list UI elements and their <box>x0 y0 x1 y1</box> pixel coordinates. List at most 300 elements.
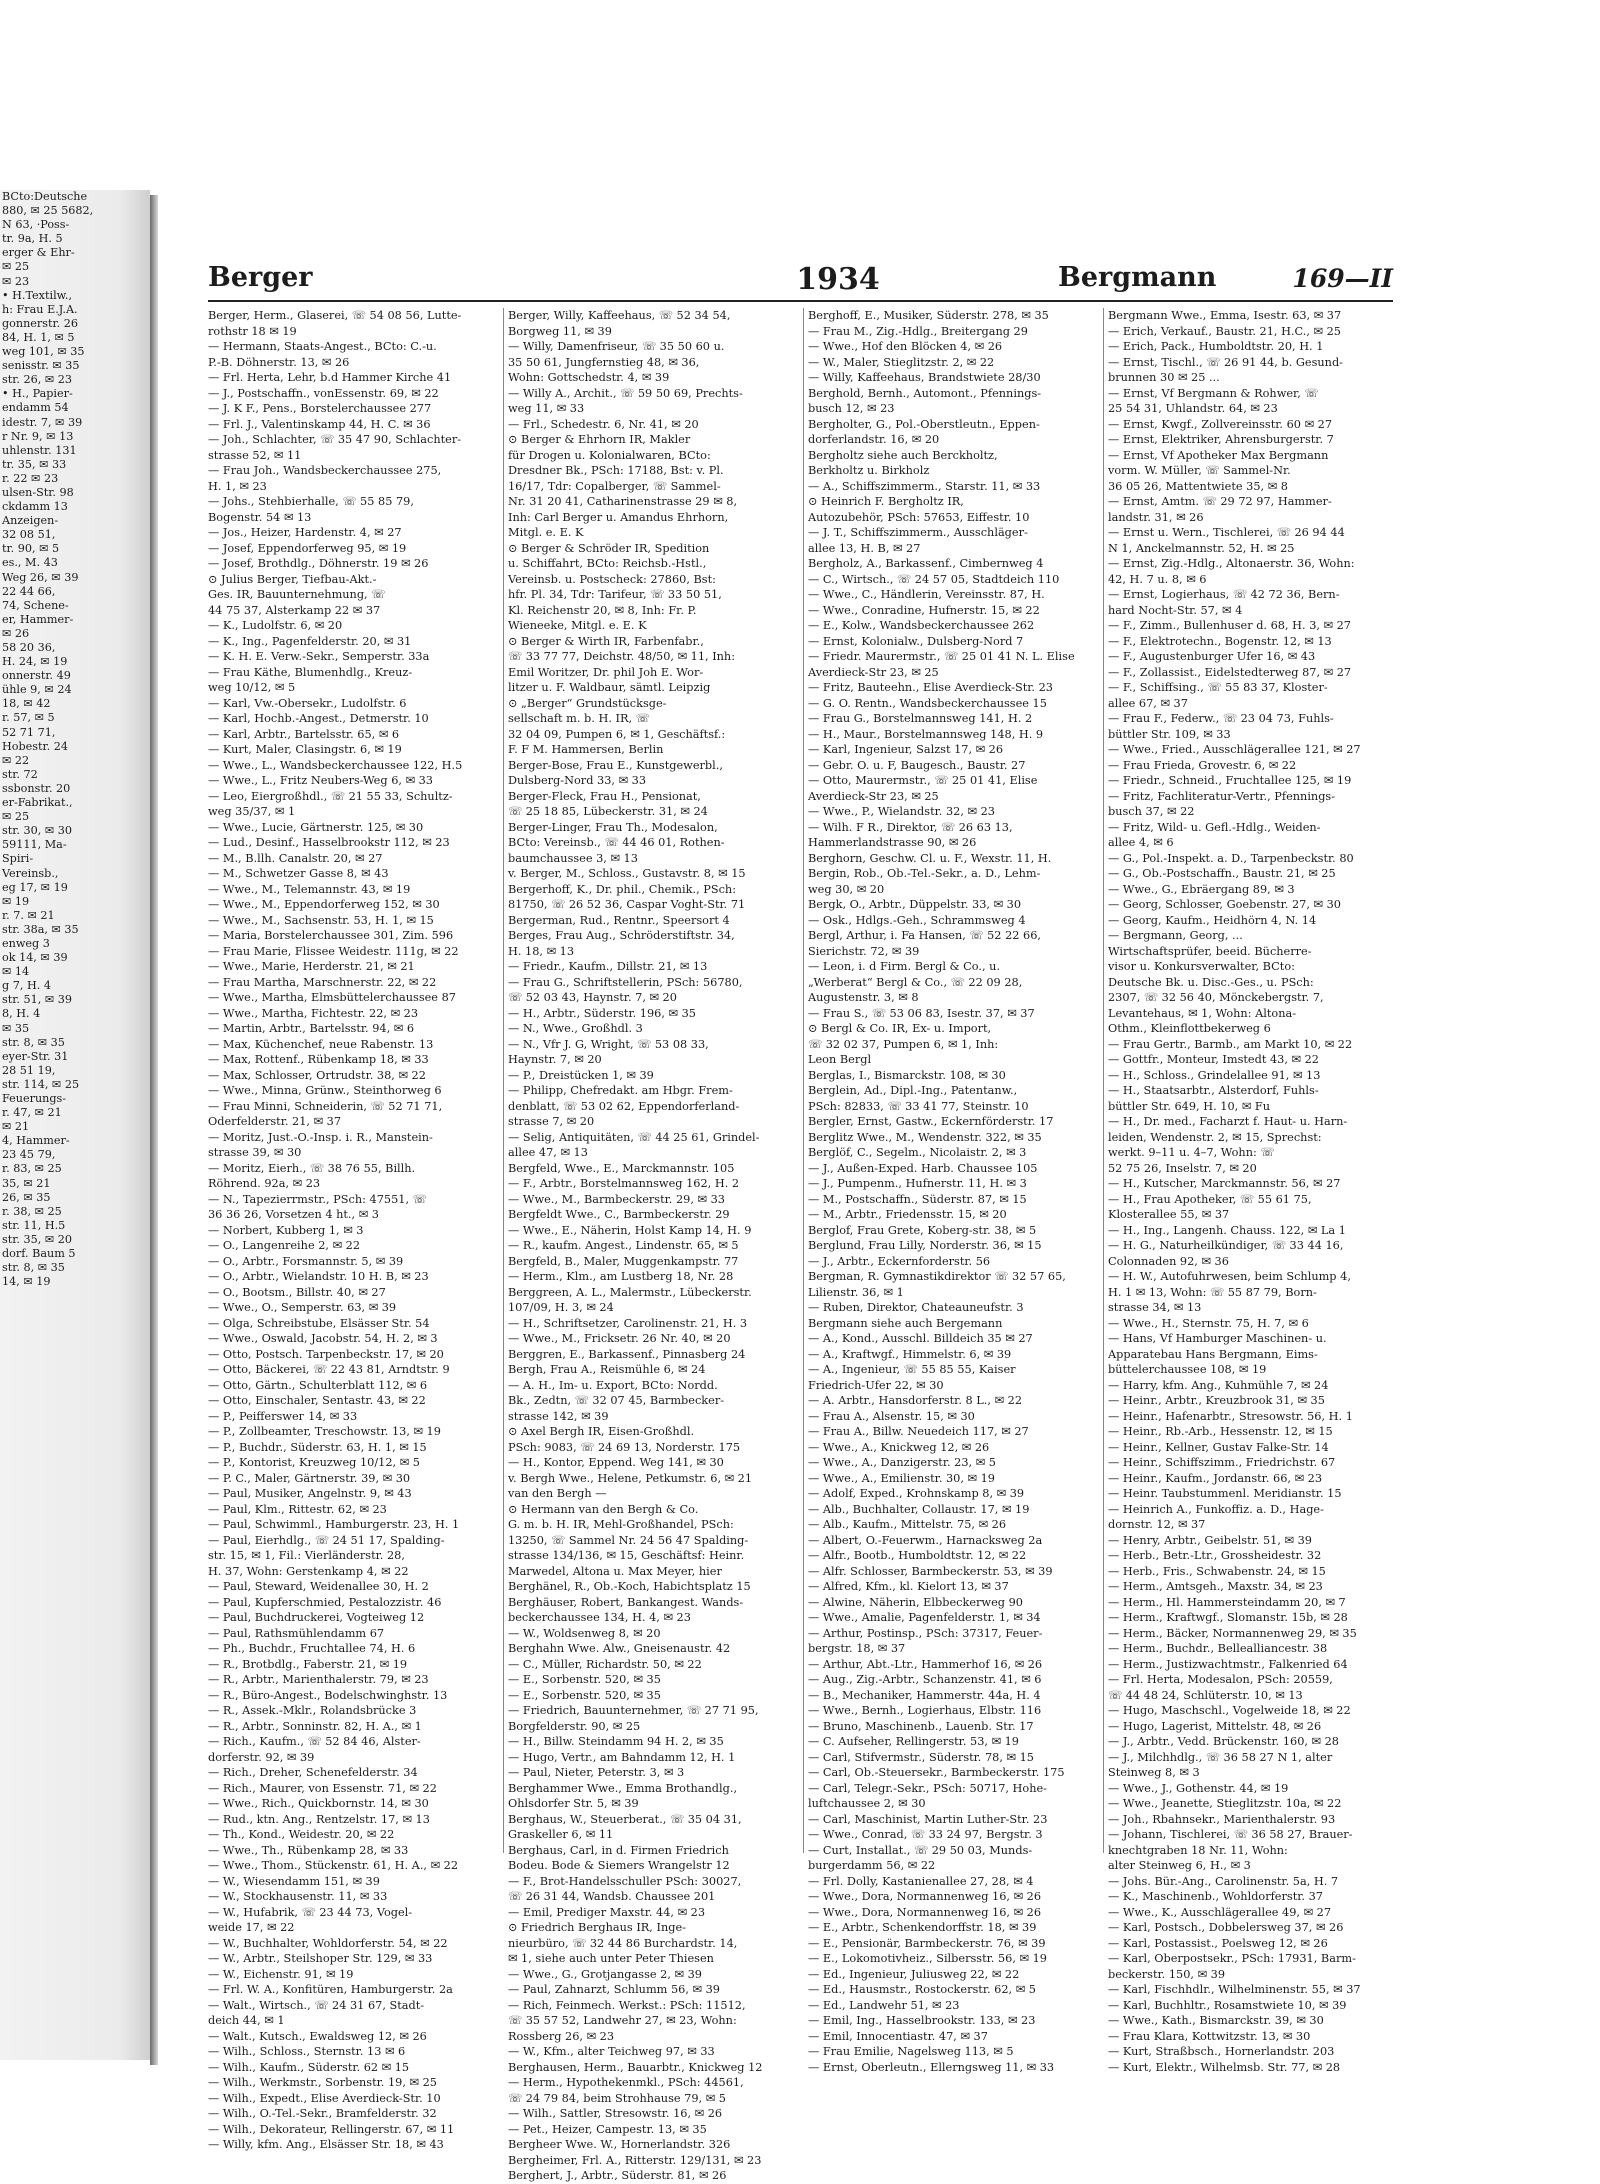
directory-entry-line: — Pet., Heizer, Campestr. 13, ✉ 35 <box>508 2122 707 2136</box>
directory-entry-line: Steinweg 8, ✉ 3 <box>1108 1766 1200 1779</box>
left-page-line: 26, ✉ 35 <box>2 1190 51 1204</box>
left-page-line: es., M. 43 <box>2 556 58 570</box>
directory-entry-line: Röhrend. 92a, ✉ 23 <box>208 1177 321 1190</box>
left-page-line: str. 30, ✉ 30 <box>2 824 72 838</box>
directory-entry-line: Berggren, E., Barkassenf., Pinnasberg 24 <box>508 1347 746 1361</box>
directory-entry-line: — Alb., Buchhalter, Collaustr. 17, ✉ 19 <box>808 1502 1030 1516</box>
directory-entry-line: — Rich., Maurer, von Essenstr. 71, ✉ 22 <box>208 1781 437 1795</box>
left-page-line: 74, Schene- <box>2 598 69 612</box>
directory-entry-line: Bergh, Frau A., Reismühle 6, ✉ 24 <box>508 1363 706 1376</box>
directory-entry-line: Berger, Herm., Glaserei, ☏ 54 08 56, Lutte- <box>208 309 462 322</box>
directory-entry-line: nieurbüro, ☏ 32 44 86 Burchardstr. 14, <box>508 1936 738 1950</box>
directory-entry-line: — Frl. W. A., Konfitüren, Hamburgerstr. 2a <box>208 1983 453 1996</box>
left-page-line: 52 71 71, <box>2 725 56 739</box>
directory-entry-line: strasse 134/136, ✉ 15, Geschäftsf: Heinr. <box>508 1549 745 1562</box>
directory-entry-line: — Heinrich A., Funkoffiz. a. D., Hage- <box>1108 1502 1324 1516</box>
directory-entry-line: — Wwe., K., Ausschlägerallee 49, ✉ 27 <box>1108 1905 1332 1919</box>
directory-entry-line: Berghammer Wwe., Emma Brothandlg., <box>508 1781 738 1795</box>
directory-entry-line: — Wwe., A., Danzigerstr. 23, ✉ 5 <box>808 1456 996 1469</box>
page-gutter-shadow <box>150 195 158 2065</box>
directory-entry-line: Wohn: Gottschedstr. 4, ✉ 39 <box>508 371 670 384</box>
left-page-line: • H., Papier- <box>2 387 73 401</box>
directory-entry-line: v. Bergh Wwe., Helene, Petkumstr. 6, ✉ 21 <box>508 1471 753 1485</box>
directory-entry-line: — Wwe., Hof den Blöcken 4, ✉ 26 <box>808 340 1003 353</box>
directory-entry-line: weg 10/12, ✉ 5 <box>208 681 296 694</box>
directory-entry-line: — Ernst, Elektriker, Ahrensburgerstr. 7 <box>1108 433 1334 446</box>
directory-entry-line: dorferlandstr. 16, ✉ 20 <box>808 433 940 446</box>
column-divider <box>503 308 504 1853</box>
directory-entry-line: — Wilh., Schloss., Sternstr. 13 ✉ 6 <box>208 2045 406 2058</box>
directory-entry-line: — R., Büro-Angest., Bodelschwinghstr. 13 <box>208 1688 448 1702</box>
directory-entry-line: G. m. b. H. IR, Mehl-Großhandel, PSch: <box>508 1518 734 1531</box>
directory-entry-line: Berger-Bose, Frau E., Kunstgewerbl., <box>508 758 723 772</box>
directory-entry-line: — Willy, Damenfriseur, ☏ 35 50 60 u. <box>508 340 725 353</box>
directory-entry-line: luftchaussee 2, ✉ 30 <box>808 1797 926 1810</box>
left-page-line: 59111, Ma- <box>2 838 67 852</box>
directory-entry-line: — Herm., Bäcker, Normannenweg 29, ✉ 35 <box>1108 1626 1357 1640</box>
directory-entry-line: Berghausen, Herm., Bauarbtr., Knickweg 12 <box>508 2060 763 2074</box>
directory-entry-line: — E., Lokomotivheiz., Silbersstr. 56, ✉ 19 <box>808 1952 1047 1965</box>
directory-entry-line: baumchaussee 3, ✉ 13 <box>508 851 638 865</box>
directory-entry-line: — Ernst, Oberleutn., Ellerngsweg 11, ✉ 33 <box>808 2060 1055 2074</box>
directory-entry-line: — Herm., Hl. Hammersteindamm 20, ✉ 7 <box>1108 1595 1346 1609</box>
directory-entry-line: — J., Arbtr., Vedd. Brückenstr. 160, ✉ 28 <box>1108 1735 1339 1748</box>
left-page-line: r. 7. ✉ 21 <box>2 908 55 922</box>
directory-entry-line: — Henry, Arbtr., Geibelstr. 51, ✉ 39 <box>1108 1533 1312 1547</box>
directory-entry-line: 35 50 61, Jungfernstieg 48, ✉ 36, <box>508 355 700 369</box>
directory-entry-line: — F., Schiffsing., ☏ 55 83 37, Kloster- <box>1108 681 1328 694</box>
directory-entry-line: — Kurt, Maler, Clasingstr. 6, ✉ 19 <box>208 743 402 756</box>
directory-entry-line: Berglein, Ad., Dipl.-Ing., Patentanw., <box>808 1084 1018 1097</box>
directory-entry-line: — Wilh., Werkmstr., Sorbenstr. 19, ✉ 25 <box>208 2076 437 2089</box>
directory-entry-line: — Osk., Hdlgs.-Geh., Schrammsweg 4 <box>808 913 1026 927</box>
directory-entry-line: allee 67, ✉ 37 <box>1108 696 1188 710</box>
directory-entry-line: Graskeller 6, ✉ 11 <box>508 1828 614 1841</box>
directory-entry-line: — Alfr. Schlosser, Barmbeckerstr. 53, ✉ 39 <box>808 1564 1053 1578</box>
directory-entry-line: — Heinr., Hafenarbtr., Stresowstr. 56, H. 1 <box>1108 1409 1353 1423</box>
directory-entry-line: — J., Pumpenm., Hufnerstr. 11, H. ✉ 3 <box>808 1177 1027 1190</box>
directory-entry-line: — Moritz, Eierh., ☏ 38 76 55, Billh. <box>208 1161 416 1175</box>
directory-entry-line: — R., Brotbdlg., Faberstr. 21, ✉ 19 <box>208 1657 408 1671</box>
directory-entry-line: — Carl, Telegr.-Sekr., PSch: 50717, Hohe- <box>808 1781 1047 1795</box>
directory-entry-line: — Friedr., Schneid., Fruchtallee 125, ✉ 19 <box>1108 774 1352 787</box>
left-page-line: 880, ✉ 25 5682, <box>2 204 94 218</box>
left-page-line: ckdamm 13 <box>2 500 68 514</box>
left-page-line: str. 114, ✉ 25 <box>2 1077 80 1091</box>
directory-entry-line: Bergl, Arthur, i. Fa Hansen, ☏ 52 22 66, <box>808 929 1042 942</box>
directory-entry-line: — Rich., Dreher, Schenefelderstr. 34 <box>208 1766 418 1779</box>
directory-entry-line: rothstr 18 ✉ 19 <box>208 324 297 338</box>
left-page-line: onnerstr. 49 <box>2 669 71 683</box>
directory-entry-line: — Paul, Steward, Weidenallee 30, H. 2 <box>208 1580 429 1593</box>
directory-entry-line: — M., Arbtr., Friedensstr. 15, ✉ 20 <box>808 1208 1007 1221</box>
directory-entry-line: Friedrich-Ufer 22, ✉ 30 <box>808 1378 944 1392</box>
directory-entry-line: — M., Schwetzer Gasse 8, ✉ 43 <box>208 867 389 880</box>
left-page-line: eyer-Str. 31 <box>2 1049 69 1063</box>
left-page-line: tr. 9a, H. 5 <box>2 232 63 246</box>
directory-entry-line: — Wwe., E., Näherin, Holst Kamp 14, H. 9 <box>508 1223 752 1237</box>
directory-entry-line: weg 35/37, ✉ 1 <box>208 805 296 818</box>
directory-entry-line: — Frau Käthe, Blumenhdlg., Kreuz- <box>208 665 413 679</box>
directory-entry-line: — Walt., Wirtsch., ☏ 24 31 67, Stadt- <box>208 1998 425 2012</box>
left-page-line: str. 35, ✉ 20 <box>2 1232 72 1246</box>
directory-entry-line: — Georg, Schlosser, Goebenstr. 27, ✉ 30 <box>1108 898 1341 911</box>
directory-entry-line: — Heinr., Rb.-Arb., Hessenstr. 12, ✉ 15 <box>1108 1425 1333 1438</box>
directory-entry-line: — R., Assek.-Mklr., Rolandsbrücke 3 <box>208 1704 417 1717</box>
directory-entry-line: deich 44, ✉ 1 <box>208 2014 285 2027</box>
column-divider <box>1103 308 1104 1853</box>
directory-entry-line: busch 12, ✉ 23 <box>808 402 895 415</box>
directory-entry-line: alter Steinweg 6, H., ✉ 3 <box>1108 1859 1251 1872</box>
directory-entry-line: — Fritz, Bauteehn., Elise Averdieck-Str. 23 <box>808 681 1053 694</box>
directory-entry-line: — Paul, Kupferschmied, Pestalozzistr. 46 <box>208 1595 442 1609</box>
directory-entry-line: Inh: Carl Berger u. Amandus Ehrhorn, <box>508 510 729 524</box>
left-page-line: g 7, H. 4 <box>2 979 51 993</box>
directory-entry-line: — Paul, Rathsmühlendamm 67 <box>208 1626 385 1640</box>
directory-column-2 <box>508 308 798 2184</box>
directory-entry-line: H. 1 ✉ 13, Wohn: ☏ 55 87 79, Born- <box>1108 1285 1317 1299</box>
directory-entry-line: Berglitz Wwe., M., Wendenstr. 322, ✉ 35 <box>808 1130 1042 1144</box>
directory-entry-line: Berghäuser, Robert, Bankangest. Wands- <box>508 1595 744 1609</box>
directory-entry-line: — Rich, Feinmech. Werkst.: PSch: 11512, <box>508 1998 746 2012</box>
directory-entry-line: — Wwe., A., Knickweg 12, ✉ 26 <box>808 1440 990 1454</box>
directory-entry-line: — Otto, Maurermstr., ☏ 25 01 41, Elise <box>808 774 1038 787</box>
directory-entry-line: van den Bergh — <box>508 1487 607 1500</box>
directory-entry-line: — Johann, Tischlerei, ☏ 36 58 27, Brauer- <box>1108 1828 1353 1841</box>
left-page-line: 35, ✉ 21 <box>2 1176 51 1190</box>
directory-entry-line: — Wilh., Dekorateur, Rellingerstr. 67, ✉ 11 <box>208 2122 455 2136</box>
directory-entry-line: bergstr. 18, ✉ 37 <box>808 1642 906 1655</box>
directory-entry-line: Bergholz, A., Barkassenf., Cimbernweg 4 <box>808 557 1044 570</box>
directory-entry-line: Berglas, I., Bismarckstr. 108, ✉ 30 <box>808 1068 1006 1082</box>
directory-entry-line: Wirtschaftsprüfer, beeid. Bücherre- <box>1108 944 1312 958</box>
directory-entry-line: — Wwe., Th., Rübenkamp 28, ✉ 33 <box>208 1843 409 1857</box>
directory-entry-line: — Herm., Klm., am Lustberg 18, Nr. 28 <box>508 1270 734 1283</box>
directory-entry-line: — Th., Kond., Weidestr. 20, ✉ 22 <box>208 1828 395 1841</box>
directory-entry-line: denblatt, ☏ 53 02 62, Eppendorferland- <box>508 1099 740 1113</box>
left-page-line: H. 24, ✉ 19 <box>2 655 68 669</box>
directory-entry-line: — E., Kolw., Wandsbeckerchaussee 262 <box>808 619 1035 632</box>
left-page-line: uhlenstr. 131 <box>2 443 77 457</box>
directory-entry-line: — Curt, Installat., ☏ 29 50 03, Munds- <box>808 1843 1033 1857</box>
header-year: 1934 <box>796 262 880 297</box>
directory-entry-line: — Herm., Justizwachtmstr., Falkenried 64 <box>1108 1657 1348 1671</box>
directory-entry-line: Berghold, Bernh., Automont., Pfennings- <box>808 386 1042 400</box>
directory-entry-line: — M., B.llh. Canalstr. 20, ✉ 27 <box>208 851 383 865</box>
directory-entry-line: — Emil, Innocentiastr. 47, ✉ 37 <box>808 2029 988 2043</box>
directory-entry-line: — J., Milchhdlg., ☏ 36 58 27 N 1, alter <box>1108 1750 1333 1764</box>
directory-entry-line: Vereinsb. u. Postscheck: 27860, Bst: <box>508 572 716 586</box>
directory-entry-line: busch 37, ✉ 22 <box>1108 805 1195 818</box>
directory-entry-line: — Wilh., Expedt., Elise Averdieck-Str. 10 <box>208 2091 441 2105</box>
directory-entry-line: — Frau A., Billw. Neuedeich 117, ✉ 27 <box>808 1425 1029 1438</box>
directory-entry-line: Berghert, J., Arbtr., Süderstr. 81, ✉ 26 <box>508 2169 727 2182</box>
directory-entry-line: — G., Pol.-Inspekt. a. D., Tarpenbeckstr. 80 <box>1108 851 1354 865</box>
directory-entry-line: allee 47, ✉ 13 <box>508 1146 588 1159</box>
directory-entry-line: — Gottfr., Monteur, Imstedt 43, ✉ 22 <box>1108 1053 1319 1066</box>
directory-entry-line: — Ernst, Vf Apotheker Max Bergmann <box>1108 448 1329 462</box>
directory-entry-line: — Frau Emilie, Nagelsweg 113, ✉ 5 <box>808 2045 1014 2058</box>
directory-entry-line: — K., Maschinenb., Wohldorferstr. 37 <box>1108 1890 1323 1903</box>
directory-entry-line: 25 54 31, Uhlandstr. 64, ✉ 23 <box>1108 402 1278 415</box>
directory-entry-line: Marwedel, Altona u. Max Meyer, hier <box>508 1564 722 1578</box>
directory-entry-line: Ges. IR, Bauunternehmung, ☏ <box>208 588 386 601</box>
column-divider <box>803 308 804 1853</box>
directory-entry-line: — Erich, Verkauf., Baustr. 21, H.C., ✉ 25 <box>1108 324 1341 338</box>
directory-entry-line: ⊙ „Berger“ Grundstücksge- <box>508 696 667 710</box>
left-page-line: ✉ 25 <box>2 810 30 824</box>
left-page-line: ✉ 35 <box>2 1021 30 1035</box>
directory-entry-line: — N., Wwe., Großhdl. 3 <box>508 1022 643 1035</box>
directory-entry-line: — Lud., Desinf., Hasselbrookstr 112, ✉ 23 <box>208 836 450 849</box>
directory-entry-line: — Ph., Buchdr., Fruchtallee 74, H. 6 <box>208 1642 416 1655</box>
directory-entry-line: — Heinr., Schiffszimm., Friedrichstr. 67 <box>1108 1456 1336 1469</box>
directory-entry-line: — P., Zollbeamter, Treschowstr. 13, ✉ 19 <box>208 1425 441 1438</box>
directory-entry-line: ✉ 1, siehe auch unter Peter Thiesen <box>508 1952 714 1965</box>
directory-entry-line: 32 04 09, Pumpen 6, ✉ 1, Geschäftsf.: <box>508 727 726 741</box>
directory-entry-line: — Frl. J., Valentinskamp 44, H. C. ✉ 36 <box>208 417 431 431</box>
left-page-line: ühle 9, ✉ 24 <box>2 683 72 697</box>
directory-entry-line: — Willy, kfm. Ang., Elsässer Str. 18, ✉ 43 <box>208 2138 444 2151</box>
directory-entry-line: — Wwe., A., Emilienstr. 30, ✉ 19 <box>808 1471 995 1485</box>
directory-entry-line: — Karl, Ingenieur, Salzst 17, ✉ 26 <box>808 743 1004 756</box>
directory-entry-line: werkt. 9–11 u. 4–7, Wohn: ☏ <box>1108 1146 1275 1159</box>
directory-entry-line: — Frau S., ☏ 53 06 83, Isestr. 37, ✉ 37 <box>808 1006 1035 1020</box>
directory-entry-line: — Joh., Schlachter, ☏ 35 47 90, Schlachter- <box>208 433 462 446</box>
directory-entry-line: — Ed., Ingenieur, Juliusweg 22, ✉ 22 <box>808 1967 1020 1981</box>
directory-entry-line: BCto: Vereinsb., ☏ 44 46 01, Rothen- <box>508 836 725 849</box>
directory-entry-line: — Philipp, Chefredakt. am Hbgr. Frem- <box>508 1084 733 1097</box>
directory-entry-line: — Wilh., Kaufm., Süderstr. 62 ✉ 15 <box>208 2060 410 2074</box>
directory-entry-line: F. F M. Hammersen, Berlin <box>508 743 664 756</box>
left-page-line: r. 38, ✉ 25 <box>2 1204 62 1218</box>
left-page-line: str. 51, ✉ 39 <box>2 993 72 1007</box>
directory-entry-line: — Moritz, Just.-O.-Insp. i. R., Manstein- <box>208 1130 433 1144</box>
directory-entry-line: Berghaus, Carl, in d. Firmen Friedrich <box>508 1843 729 1857</box>
directory-entry-line: — F., Brot-Handelsschuller PSch: 30027, <box>508 1874 742 1888</box>
directory-entry-line: leiden, Wendenstr. 2, ✉ 15, Sprechst: <box>1108 1130 1322 1144</box>
directory-entry-line: — Heinr., Arbtr., Kreuzbrook 31, ✉ 35 <box>1108 1394 1325 1407</box>
directory-entry-line: — Ed., Landwehr 51, ✉ 23 <box>808 1998 960 2012</box>
directory-entry-line: Dresdner Bk., PSch: 17188, Bst: v. Pl. <box>508 464 724 477</box>
directory-entry-line: — Heinr., Kellner, Gustav Falke-Str. 14 <box>1108 1440 1329 1454</box>
left-page-line: 58 20 36, <box>2 641 56 654</box>
directory-entry-line: — Friedrich, Bauunternehmer, ☏ 27 71 95, <box>508 1704 759 1717</box>
directory-entry-line: ⊙ Friedrich Berghaus IR, Inge- <box>508 1921 686 1934</box>
directory-entry-line: — H., Kontor, Eppend. Weg 141, ✉ 30 <box>508 1456 724 1469</box>
left-page-line: 28 51 19, <box>2 1063 56 1077</box>
directory-entry-line: Haynstr. 7, ✉ 20 <box>508 1053 602 1066</box>
directory-entry-line: strasse 52, ✉ 11 <box>208 448 302 462</box>
left-page-line: Anzeigen- <box>2 514 59 528</box>
directory-entry-line: — F., Elektrotechn., Bogenstr. 12, ✉ 13 <box>1108 634 1332 648</box>
directory-entry-line: Kl. Reichenstr 20, ✉ 8, Inh: Fr. P. <box>508 603 697 617</box>
directory-entry-line: Bogenstr. 54 ✉ 13 <box>208 510 312 524</box>
directory-entry-line: — H., Schloss., Grindelallee 91, ✉ 13 <box>1108 1068 1321 1082</box>
directory-entry-line: — Wwe., Kath., Bismarckstr. 39, ✉ 30 <box>1108 2014 1324 2027</box>
left-page-line: 32 08 51, <box>2 528 56 542</box>
directory-entry-line: — Ed., Hausmstr., Rostockerstr. 62, ✉ 5 <box>808 1983 1036 1996</box>
directory-entry-line: — Frl., Schedestr. 6, Nr. 41, ✉ 20 <box>508 417 699 431</box>
directory-entry-line: Autozubehör, PSch: 57653, Eiffestr. 10 <box>808 510 1030 524</box>
directory-entry-line: Nr. 31 20 41, Catharinenstrasse 29 ✉ 8, <box>508 495 738 508</box>
directory-entry-line: ☏ 35 57 52, Landwehr 27, ✉ 23, Wohn: <box>508 2014 737 2027</box>
directory-entry-line: — Otto, Postsch. Tarpenbeckstr. 17, ✉ 20 <box>208 1347 444 1361</box>
directory-entry-line: — F., Zollassist., Eidelstedterweg 87, ✉ 27 <box>1108 665 1352 679</box>
directory-entry-line: ☏ 24 79 84, beim Strohhause 79, ✉ 5 <box>508 2091 726 2105</box>
directory-entry-line: — K., Ing., Pagenfelderstr. 20, ✉ 31 <box>208 634 412 648</box>
directory-entry-line: burgerdamm 56, ✉ 22 <box>808 1859 936 1872</box>
directory-entry-line: — Maria, Borstelerchaussee 301, Zim. 596 <box>208 929 454 942</box>
left-page-line: 8, H. 4 <box>2 1007 41 1021</box>
left-page-line: r. 47, ✉ 21 <box>2 1106 62 1120</box>
directory-entry-line: — Herm., Hypothekenmkl., PSch: 44561, <box>508 2076 744 2089</box>
directory-entry-line: — H., Schriftsetzer, Carolinenstr. 21, H. 3 <box>508 1316 748 1330</box>
directory-entry-line: — W., Arbtr., Steilshoper Str. 129, ✉ 33 <box>208 1952 433 1965</box>
directory-entry-line: — P., Dreistücken 1, ✉ 39 <box>508 1068 654 1082</box>
directory-entry-line: strasse 142, ✉ 39 <box>508 1409 609 1423</box>
left-page-line: erger & Ehr- <box>2 246 75 260</box>
left-page-line: tr. 35, ✉ 33 <box>2 457 67 471</box>
left-page-line: er, Hammer- <box>2 612 74 626</box>
directory-entry-line: Ohlsdorfer Str. 5, ✉ 39 <box>508 1797 639 1810</box>
directory-entry-line: — Friedr., Kaufm., Dillstr. 21, ✉ 13 <box>508 960 708 973</box>
directory-entry-line: — Heinr. Taubstummenl. Meridianstr. 15 <box>1108 1487 1342 1500</box>
left-page-line: str. 72 <box>2 767 38 781</box>
directory-entry-line: — B., Mechaniker, Hammerstr. 44a, H. 4 <box>808 1688 1041 1702</box>
left-page-line: enweg 3 <box>2 936 50 950</box>
directory-entry-line: — Wwe., M., Eppendorferweg 152, ✉ 30 <box>208 898 440 911</box>
directory-entry-line: — Harry, kfm. Ang., Kuhmühle 7, ✉ 24 <box>1108 1378 1329 1392</box>
left-page-line: ✉ 14 <box>2 965 30 979</box>
directory-entry-line: — Alb., Kaufm., Mittelstr. 75, ✉ 26 <box>808 1518 1007 1531</box>
directory-entry-line: — H. W., Autofuhrwesen, beim Schlump 4, <box>1108 1270 1351 1283</box>
directory-entry-line: — Emil, Ing., Hasselbrookstr. 133, ✉ 23 <box>808 2014 1036 2027</box>
directory-entry-line: knechtgraben 18 Nr. 11, Wohn: <box>1108 1843 1288 1857</box>
directory-entry-line: — Johs., Stehbierhalle, ☏ 55 85 79, <box>208 495 414 508</box>
directory-entry-line: — Frau G., Borstelmannsweg 141, H. 2 <box>808 712 1033 725</box>
left-page-line: ✉ 19 <box>2 894 30 908</box>
directory-entry-line: — N., Tapezierrmstr., PSch: 47551, ☏ <box>208 1192 427 1206</box>
directory-entry-line: — Herm., Amtsgeh., Maxstr. 34, ✉ 23 <box>1108 1580 1323 1593</box>
directory-column-3 <box>808 308 1098 2075</box>
directory-entry-line: Berglöf, C., Segelm., Nicolaistr. 2, ✉ 3 <box>808 1146 1027 1159</box>
directory-entry-line: — Erich, Pack., Humboldtstr. 20, H. 1 <box>1108 340 1324 353</box>
directory-entry-line: Berghorn, Geschw. Cl. u. F., Wexstr. 11, H. <box>808 851 1052 865</box>
directory-entry-line: Leon Bergl <box>808 1053 872 1066</box>
directory-entry-line: hard Nocht-Str. 57, ✉ 4 <box>1108 603 1243 617</box>
directory-entry-line: allee 13, H. B, ✉ 27 <box>808 541 921 555</box>
page-number: 169—II <box>1292 264 1393 293</box>
directory-entry-line: Bergin, Rob., Ob.-Tel.-Sekr., a. D., Lehm- <box>808 867 1041 880</box>
directory-entry-line: — Wwe., Dora, Normannenweg 16, ✉ 26 <box>808 1905 1042 1919</box>
directory-entry-line: — H., Arbtr., Süderstr. 196, ✉ 35 <box>508 1006 696 1020</box>
directory-entry-line: 2307, ☏ 32 56 40, Mönckebergstr. 7, <box>1108 991 1324 1004</box>
directory-entry-line: — Wwe., L., Fritz Neubers-Weg 6, ✉ 33 <box>208 774 433 787</box>
left-page-line: r Nr. 9, ✉ 13 <box>2 429 74 443</box>
directory-entry-line: Bergholter, G., Pol.-Oberstleutn., Eppen- <box>808 417 1040 431</box>
directory-entry-line: — Ernst, Tischl., ☏ 26 91 44, b. Gesund- <box>1108 355 1343 369</box>
directory-entry-line: Wieneeke, Mitgl. e. E. K <box>508 619 647 632</box>
directory-entry-line: — Wwe., Minna, Grünw., Steinthorweg 6 <box>208 1084 442 1097</box>
directory-entry-line: — Ernst, Kolonialw., Dulsberg-Nord 7 <box>808 634 1024 648</box>
directory-entry-line: — A., Kond., Ausschl. Billdeich 35 ✉ 27 <box>808 1332 1033 1345</box>
left-page-line: str. 8, ✉ 35 <box>2 1035 65 1049</box>
directory-entry-line: — W., Eichenstr. 91, ✉ 19 <box>208 1967 354 1981</box>
left-page-line: str. 8, ✉ 35 <box>2 1261 65 1275</box>
directory-entry-line: — Carl, Maschinist, Martin Luther-Str. 23 <box>808 1812 1048 1826</box>
left-page-line: idestr. 7, ✉ 39 <box>2 415 83 429</box>
directory-entry-line: — Wwe., O., Semperstr. 63, ✉ 39 <box>208 1301 397 1314</box>
directory-entry-line: u. Schiffahrt, BCto: Reichsb.-Hstl., <box>508 557 707 570</box>
directory-entry-line: Berghänel, R., Ob.-Koch, Habichtsplatz 15 <box>508 1580 751 1593</box>
directory-entry-line: — Alfr., Bootb., Humboldtstr. 12, ✉ 22 <box>808 1549 1027 1562</box>
directory-entry-line: — Karl, Postsch., Dobbelersweg 37, ✉ 26 <box>1108 1921 1344 1934</box>
directory-entry-line: 44 75 37, Alsterkamp 22 ✉ 37 <box>208 603 381 617</box>
directory-entry-line: büttler Str. 109, ✉ 33 <box>1108 727 1231 741</box>
directory-entry-line: — Carl, Ob.-Steuersekr., Barmbeckerstr. 175 <box>808 1766 1065 1779</box>
left-page-line: weg 101, ✉ 35 <box>2 345 85 359</box>
directory-entry-line: Oderfelderstr. 21, ✉ 37 <box>208 1115 342 1128</box>
directory-entry-line: — M., Postschaffn., Süderstr. 87, ✉ 15 <box>808 1192 1027 1206</box>
directory-entry-line: str. 15, ✉ 1, Fil.: Vierländerstr. 28, <box>208 1549 405 1562</box>
directory-entry-line: — Arthur, Postinsp., PSch: 37317, Feuer- <box>808 1626 1043 1640</box>
directory-entry-line: Berghoff, E., Musiker, Süderstr. 278, ✉ 35 <box>808 309 1049 322</box>
directory-entry-line: Berghaus, W., Steuerberat., ☏ 35 04 31, <box>508 1812 742 1826</box>
directory-entry-line: — Karl, Vw.-Obersekr., Ludolfstr. 6 <box>208 696 407 710</box>
directory-entry-line: — Max, Schlosser, Ortrudstr. 38, ✉ 22 <box>208 1068 426 1082</box>
directory-entry-line: — W., Buchhalter, Wohldorferstr. 54, ✉ 22 <box>208 1936 448 1950</box>
directory-entry-line: — Bergmann, Georg, ... <box>1108 929 1243 942</box>
directory-entry-line: — H., Maur., Borstelmannsweg 148, H. 9 <box>808 727 1044 741</box>
directory-entry-line: — A. H., Im- u. Export, BCto: Nordd. <box>508 1378 718 1392</box>
directory-entry-line: — W., Kfm., alter Teichweg 97, ✉ 33 <box>508 2045 715 2058</box>
directory-entry-line: — F., Augustenburger Ufer 16, ✉ 43 <box>1108 650 1316 663</box>
directory-entry-line: — Paul, Schwimml., Hamburgerstr. 23, H. 1 <box>208 1518 460 1531</box>
directory-entry-line: — Herm., Buchdr., Bellealliancestr. 38 <box>1108 1642 1328 1655</box>
directory-entry-line: — P., Peifferswег 14, ✉ 33 <box>208 1409 358 1423</box>
directory-entry-line: — Frau Gertr., Barmb., am Markt 10, ✉ 22 <box>1108 1037 1353 1051</box>
directory-entry-line: — K. H. E. Verw.-Sekr., Semperstr. 33a <box>208 650 430 663</box>
directory-entry-line: — J., Außen-Exped. Harb. Chaussee 105 <box>808 1161 1038 1175</box>
directory-entry-line: Bergholtz siehe auch Berckholtz, <box>808 448 998 462</box>
directory-entry-line: — Frau Frieda, Grovestr. 6, ✉ 22 <box>1108 758 1297 772</box>
directory-entry-line: Bergfeldt Wwe., C., Barmbeckerstr. 29 <box>508 1208 730 1221</box>
directory-entry-line: landstr. 31, ✉ 26 <box>1108 510 1204 524</box>
directory-entry-line: P.-B. Döhnerstr. 13, ✉ 26 <box>208 355 350 369</box>
left-page-line: ssbonstr. 20 <box>2 781 71 795</box>
directory-entry-line: — Herb., Betr.-Ltr., Grossheidestr. 32 <box>1108 1549 1322 1562</box>
directory-entry-line: — Selig, Antiquitäten, ☏ 44 25 61, Grindel- <box>508 1130 760 1144</box>
directory-entry-line: — Otto, Einschaler, Sentastr. 43, ✉ 22 <box>208 1394 426 1407</box>
directory-entry-line: allee 4, ✉ 6 <box>1108 836 1174 849</box>
directory-entry-line: — Wwe., Amalie, Pagenfelderstr. 1, ✉ 34 <box>808 1611 1041 1624</box>
directory-entry-line: — Wwe., M., Telemannstr. 43, ✉ 19 <box>208 882 411 896</box>
directory-entry-line: — Willy A., Archit., ☏ 59 50 69, Prechts- <box>508 386 743 400</box>
directory-entry-line: — Wwe., Conrad, ☏ 33 24 97, Bergstr. 3 <box>808 1828 1043 1841</box>
directory-entry-line: — Wwe., Thom., Stückenstr. 61, H. A., ✉ 22 <box>208 1859 459 1872</box>
left-page-line: N 63, ·Poss- <box>2 218 70 232</box>
directory-entry-line: — Wwe., Jeanette, Stieglitzstr. 10a, ✉ 22 <box>1108 1797 1342 1810</box>
directory-entry-line: Augustenstr. 3, ✉ 8 <box>808 991 919 1004</box>
left-page-line: 23 45 79, <box>2 1148 56 1162</box>
left-page-line: dorf. Baum 5 <box>2 1247 76 1261</box>
directory-entry-line: — J., Arbtr., Eckernforderstr. 56 <box>808 1254 991 1268</box>
directory-entry-line: Emil Woritzer, Dr. phil Joh E. Wor- <box>508 665 704 679</box>
directory-entry-line: — Carl, Stifvermstr., Süderstr. 78, ✉ 15 <box>808 1750 1034 1764</box>
directory-entry-line: — Hugo, Maschschl., Vogelweide 18, ✉ 22 <box>1108 1704 1351 1717</box>
directory-entry-line: — Paul, Musiker, Angelnstr. 9, ✉ 43 <box>208 1487 412 1500</box>
